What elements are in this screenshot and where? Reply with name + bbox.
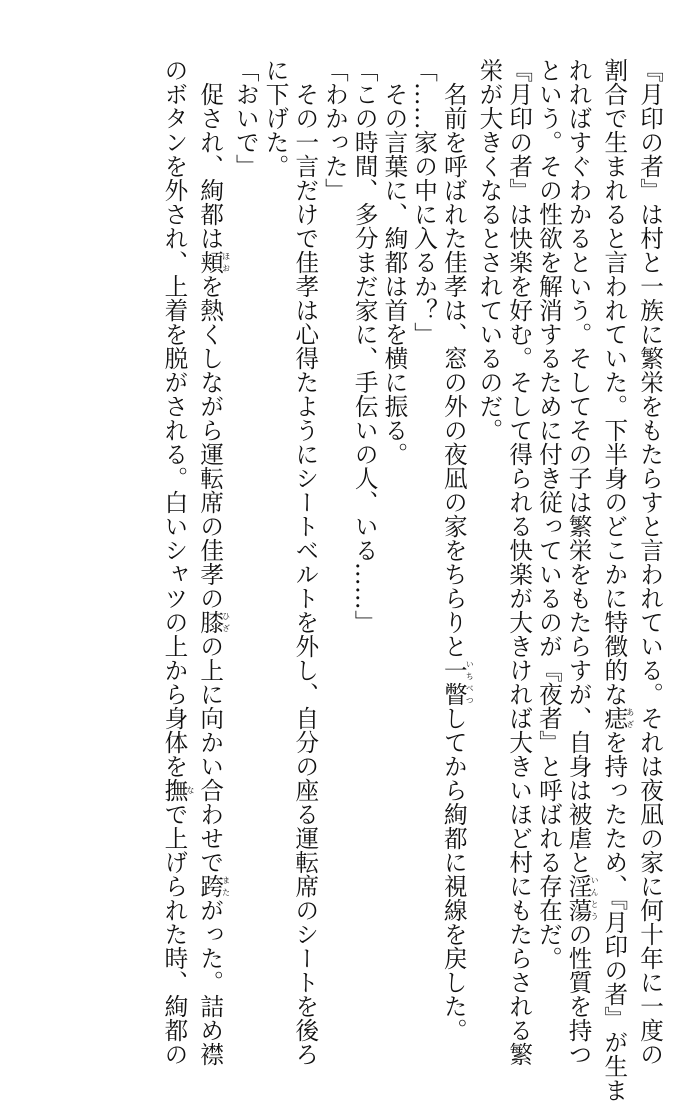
text-line-8: 「……家の中に入るか？」	[410, 58, 439, 346]
ruby-hiza: 膝ひざ	[196, 610, 231, 634]
text-segment: のボタンを外され、上着を脱がされる。白いシャツの上から身体を	[160, 58, 189, 778]
text-line-2	[599, 58, 635, 1102]
text-line-9: その言葉に、絢都は首を横に振る。	[380, 58, 409, 466]
text-segment: の上に向かい合わせで	[196, 634, 225, 874]
text-line-5: 『月印の者』は快楽を好む。そして得られる快楽が大きければ大きいほど村にもたらされる繁	[505, 58, 534, 1066]
text-segment: の性質を持つ	[564, 922, 593, 1066]
text-line-10: 「この時間、多分まだ家に、手伝いの人、いる……」	[350, 58, 379, 634]
text-segment: 名前を呼ばれた佳孝は、窓の外の夜凪の家をちらりと	[439, 58, 468, 658]
text-line-6: 栄が大きくなるとされているのだ。	[475, 58, 504, 442]
text-segment: で上げられた時、絢都の	[160, 802, 189, 1066]
text-line-14: 「おいで」	[231, 58, 260, 178]
text-segment: 割合で生まれると言われていた。下半身のどこかに特徴的な	[600, 58, 629, 706]
text-segment: を熱くしながら運転席の佳孝の	[196, 274, 225, 610]
text-line-11: 「わかった」	[320, 58, 349, 202]
text-line-4: という。その性欲を解消するために付き従っているのが『夜者』と呼ばれる存在だ。	[534, 58, 563, 970]
ruby-mata: 跨また	[196, 874, 231, 898]
text-line-7	[438, 58, 475, 1042]
text-segment: れればすぐわかるという。そしてその子は繁栄をもたらすが、自身は被虐と	[564, 58, 593, 874]
vertical-text-block	[159, 58, 664, 1102]
text-line-15	[194, 58, 231, 1066]
text-line-12: その一言だけで佳孝は心得たようにシートベルトを外し、自分の座る運転席のシートを後ろ	[291, 58, 320, 1066]
text-line-1: 『月印の者』は村と一族に繁栄をもたらすと言われている。それは夜凪の家に何十年に一度の	[636, 58, 664, 1066]
ruby-ichibetsu: 一瞥いちべつ	[439, 658, 475, 706]
text-segment: を持ったため、『月印の者』が生ま	[600, 730, 629, 1102]
text-line-3	[563, 58, 600, 1066]
ruby-intou: 淫蕩いんとう	[564, 874, 600, 922]
text-segment: 促され、絢都は	[196, 58, 225, 250]
text-segment: がった。詰め襟	[196, 898, 225, 1066]
ruby-hoo: 頬ほお	[196, 250, 231, 274]
ruby-aza: 痣あざ	[600, 706, 635, 730]
ruby-na: 撫な	[160, 778, 195, 802]
text-segment: してから絢都に視線を戻した。	[439, 706, 468, 1042]
text-line-13: に下げた。	[261, 58, 290, 178]
text-line-16	[159, 58, 195, 1066]
